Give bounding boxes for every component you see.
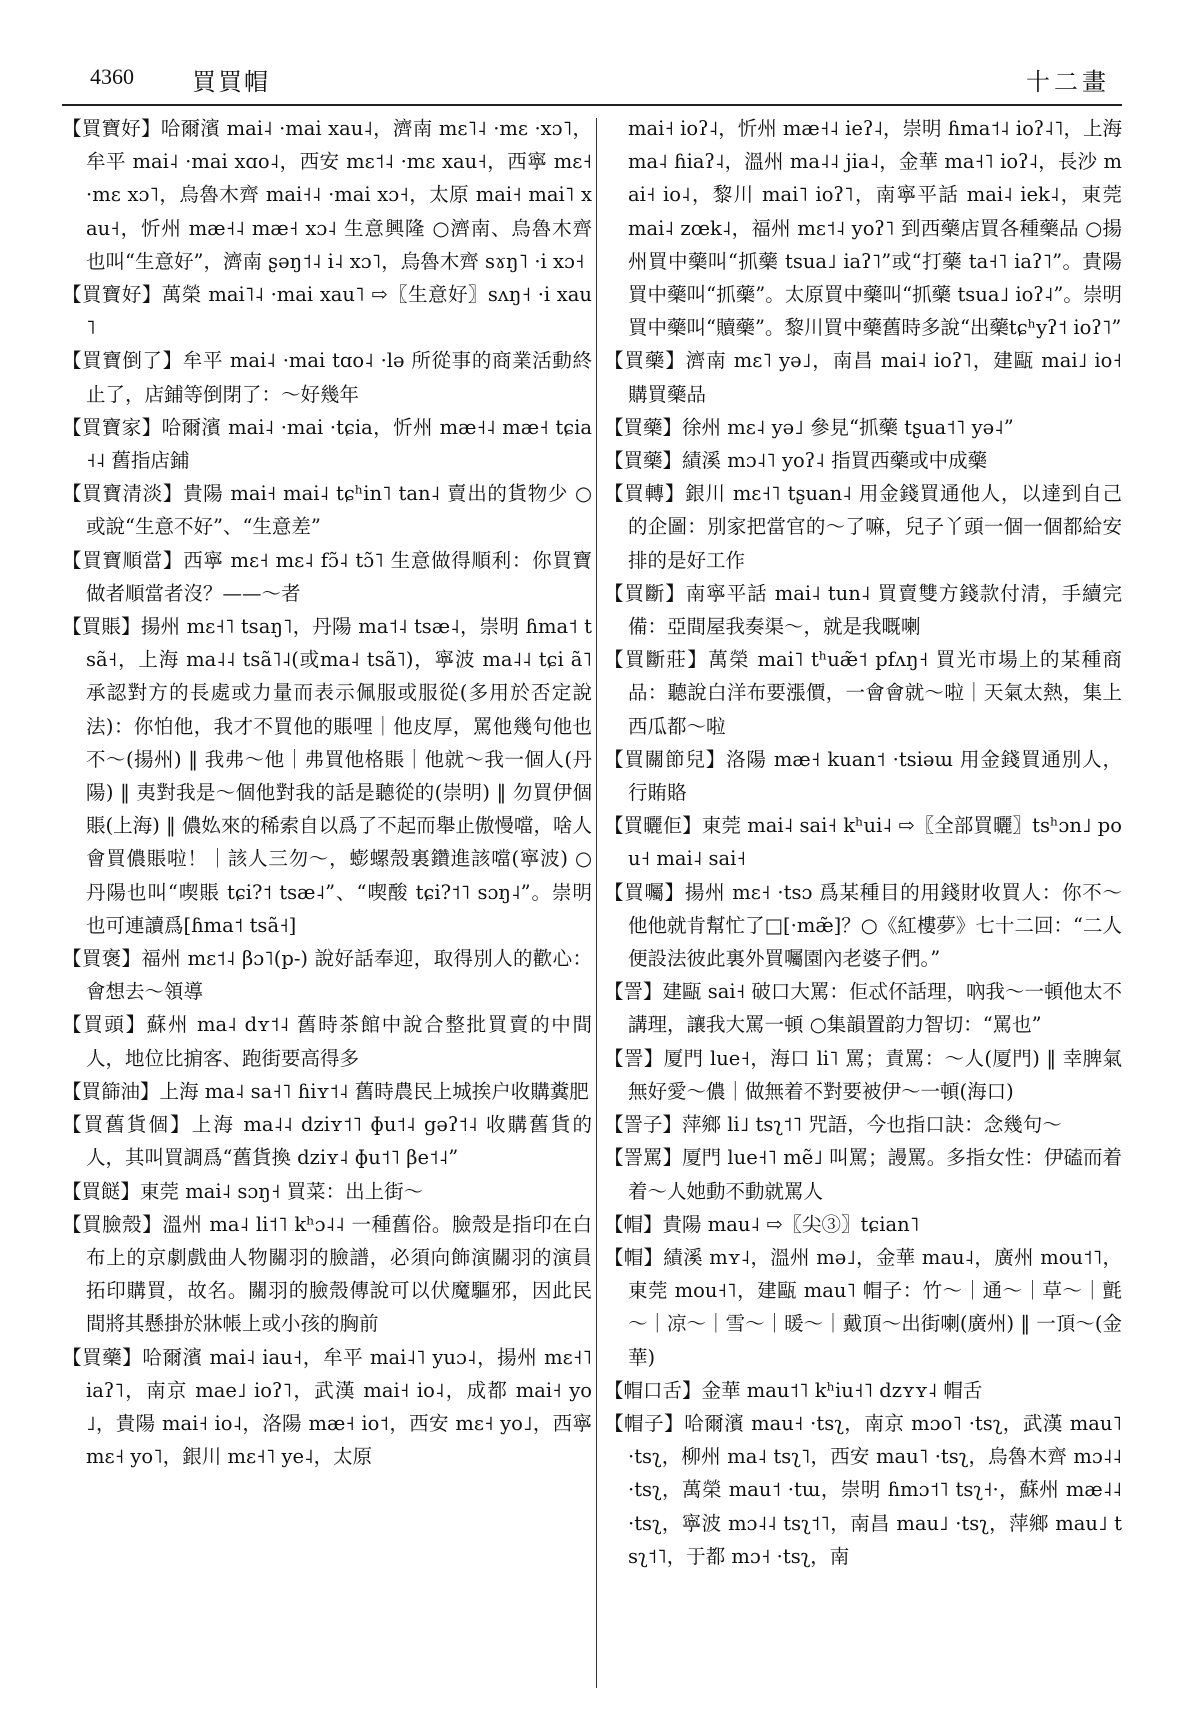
entry: 【詈】建甌 sai˧ 破口大罵：佢忒伓話理，吶我～一頓他太不講理，讓我大罵一頓 ○集韻置韵力智切：“罵也” bbox=[604, 980, 1122, 1037]
entry: 【買寶好】哈爾濱 mai˨ ·mai xau˨，濟南 mɛ˥˨ ·mɛ ·xɔ˥，牟平 mai˨ ·mai xɑo˨，西安 mɛ˦˨ ·mɛ xau˧，西寧 mɛ˧ ·mɛ xɔ˥，烏魯木齊 mai˧˨ ·mai xɔ˧，太原 mai˧ mai˥ xau˧，忻州 mæ˧˨ mæ˧ xɔ˨ 生意興隆 ○濟南、烏魯木齊也叫“生意好”，濟南 ʂəŋ˦˨ i˨ xɔ˥，烏魯木齊 sɤŋ˥ ·i xɔ˧ bbox=[62, 117, 592, 273]
entry: 【詈罵】厦門 lue˧˥ mẽ˩ 叫罵；謾罵。多指女性：伊磕而着着～人她動不動就罵人 bbox=[604, 1146, 1122, 1203]
page-header bbox=[62, 60, 1122, 96]
entry: 【買頭】蘇州 ma˨ dʏ˦˨ 舊時茶館中說合整批買賣的中間人，地位比掮客、跑街要高得多 bbox=[62, 1013, 592, 1070]
entry: 【買藥】哈爾濱 mai˨ iau˧，牟平 mai˨˥ yuɔ˨，揚州 mɛ˧˥ iaʔ˥，南京 mae˩ ioʔ˥，武漢 mai˧ io˨，成都 mai˧ yo˩，貴陽 mai˧ io˨，洛陽 mæ˧ io˦，西安 mɛ˧ yo˩，西寧 mɛ˧ yo˥，銀川 mɛ˧˥ ye˨，太原 bbox=[62, 1345, 592, 1469]
entry: 【買寶好】萬榮 mai˥˨ ·mai xau˥ ⇨〖生意好〗sʌŋ˧ ·i xau˥ bbox=[62, 283, 592, 340]
entry: 【買臉殼】溫州 ma˨ li˦˥ kʰɔ˨˨ 一種舊俗。臉殼是指印在白布上的京劇戲曲人物關羽的臉譜，必須向飾演關羽的演員拓印購買，故名。關羽的臉殼傳說可以伏魔驅邪，因此民間將其懸掛於牀帳上或小孩的胸前 bbox=[62, 1212, 592, 1336]
left-column bbox=[62, 112, 592, 1700]
entry: 【買曬佢】東莞 mai˨ sai˧ kʰui˨ ⇨〖全部買曬〗tsʰɔn˩ pou˧ mai˨ sai˧ bbox=[604, 814, 1122, 871]
entry: 【買賬】揚州 mɛ˧˥ tsaŋ˥，丹陽 ma˦˨ tsæ˨，崇明 ɦma˦ tsã˧，上海 ma˨˨ tsã˥˨(或ma˨ tsã˥)，寧波 ma˨˨ tɕi ã˥ 承認對方的長處或力量而表示佩服或服從(多用於否定說法)：你怕他，我才不買他的賬哩｜他皮厚，罵他幾句他也不～(揚州) ‖ 我弗～他｜弗買他格賬｜他就～我一個人(丹陽) ‖ 夷對我是～個他對我的話是聽從的(崇明) ‖ 勿買伊個賬(上海) ‖ 儂𡚸來的稀索自以爲了不起而舉止傲慢噹，啥人會買儂賬啦！｜該人三勿～，蟛螺殼裏鑽進該噹(寧波) ○丹陽也叫“喫賬 tɕi?˦ tsæ˨”、“喫酸 tɕi?˦˥ sɔŋ˨”。崇明也可連讀爲[ɦma˦ tsã˧] bbox=[62, 615, 592, 937]
entry: 【買寶倒了】牟平 mai˨ ·mai tɑo˨ ·lə 所從事的商業活動終止了，店鋪等倒閉了：～好幾年 bbox=[62, 349, 592, 406]
entry: 【帽】貴陽 mau˨ ⇨〖尖③〗tɕian˥ bbox=[604, 1212, 920, 1236]
entry: 【買囑】揚州 mɛ˧ ·tsɔ 爲某種目的用錢財收買人：你不～他他就肯幫忙了□[·mæ̃]？○《紅樓夢》七十二回：“二人便設法彼此裏外買囑園內老婆子們。” bbox=[604, 880, 1122, 971]
entry: 【買舊貨個】上海 ma˨˨ dziʏ˦˥ ɸu˦˨ gəʔ˦˨ 收購舊貨的人，其叫買調爲“舊貨換 dziʏ˨ ɸu˦˥ βe˦˨” bbox=[62, 1113, 592, 1170]
header-rule bbox=[62, 104, 1122, 106]
page-number: 4360 bbox=[90, 64, 134, 89]
entry: 【買藥】績溪 mɔ˨˥ yoʔ˨ 指買西藥或中成藥 bbox=[604, 449, 988, 473]
entry: 【買寶清淡】貴陽 mai˧ mai˨ tɕʰin˥ tan˨ 賣出的貨物少 ○或說“生意不好”、“生意差” bbox=[62, 482, 592, 539]
entry: 【帽】績溪 mʏ˨，溫州 mə˩，金華 mau˨，廣州 mou˦˥，東莞 mou˧˥，建甌 mau˥ 帽子：竹～｜通～｜草～｜氈～｜凉～｜雪～｜暖～｜戴頂～出街喇(廣州) ‖ 一頂～(金華) bbox=[604, 1245, 1122, 1369]
entry: 【買寶家】哈爾濱 mai˨ ·mai ·tɕia，忻州 mæ˧˨ mæ˧ tɕia˧˨ 舊指店鋪 bbox=[62, 415, 592, 473]
entry: 【買斷】南寧平話 mai˨ tun˨ 買賣雙方錢款付清，手續完備：亞間屋我奏渠～，就是我嘅喇 bbox=[604, 581, 1122, 639]
entry: 【詈子】萍鄉 li˩ tsʅ˦˥ 咒語，今也指口訣：念幾句～ bbox=[604, 1113, 1062, 1137]
stroke-count-label: 十二畫 bbox=[1026, 68, 1110, 96]
entry: 【帽口舌】金華 mau˦˥ kʰiu˧˥ dzʏʏ˨ 帽舌 bbox=[604, 1378, 983, 1402]
entry: 【買轉】銀川 mɛ˧˥ tʂuan˨ 用金錢買通他人，以達到自己的企圖：別家把當官的～了嘛，兒子丫頭一個一個都給安排的是好工作 bbox=[604, 482, 1122, 572]
entry: 【買斷莊】萬榮 mai˥ tʰuæ̃˦ pfʌŋ˧ 買光市場上的某種商品：聽說白洋布要漲價，一會會就～啦｜天氣太熱，集上西瓜都～啦 bbox=[604, 648, 1122, 738]
entry-continuation: mai˧ ioʔ˨，忻州 mæ˧˨ ieʔ˨，崇明 ɦma˦˨ ioʔ˨˥，上海 ma˨ ɦiaʔ˨，溫州 ma˨˨ jia˨，金華 ma˧˥ ioʔ˨，長沙 mai˧ io˨，黎川 mai˥ ioʔ˥，南寧平話 mai˨ iek˨，東莞 mai˨ zœk˨，福州 mɛ˦˨ yoʔ˥ 到西藥店買各種藥品 ○揚州買中藥叫“抓藥 tsua˩ iaʔ˥”或“打藥 ta˧˥ iaʔ˥”。貴陽買中藥叫“抓藥”。太原買中藥叫“抓藥 tsua˩ ioʔ˨”。崇明買中藥叫“贖藥”。黎川買中藥舊時多說“出藥tɕʰyʔ˦ ioʔ˥” bbox=[628, 117, 1122, 340]
column-divider bbox=[596, 118, 597, 1688]
entry: 【帽子】哈爾濱 mau˧ ·tsʅ，南京 mɔo˥ ·tsʅ，武漢 mau˥ ·tsʅ，柳州 ma˨ tsʅ˥，西安 mau˥ ·tsʅ，烏魯木齊 mɔ˨˨ ·tsʅ，萬榮 mau˦ ·tɯ，崇明 ɦmɔ˦˥ tsʅ˧·，蘇州 mæ˨˨ ·tsʅ，寧波 mɔ˨˨ tsʅ˦˥，南昌 mau˩ ·tsʅ，萍鄉 mau˩ tsʅ˦˥，于都 mɔ˧ ·tsʅ，南 bbox=[604, 1411, 1122, 1568]
entry: 【買藥】濟南 mɛ˥ yə˩，南昌 mai˨ ioʔ˥，建甌 mai˩ io˧ 購買藥品 bbox=[604, 349, 1122, 406]
entry: 【買篩油】上海 ma˨ sa˧˥ ɦiʏ˦˨ 舊時農民上城挨户收購糞肥 bbox=[62, 1079, 589, 1103]
entry: 【買關節兒】洛陽 mæ˧ kuan˦ ·tsiəɯ 用金錢買通別人，行賄賂 bbox=[604, 747, 1122, 805]
right-column bbox=[604, 112, 1122, 1700]
entry: 【買餸】東莞 mai˨ sɔŋ˧ 買菜：出上街～ bbox=[62, 1179, 424, 1203]
entry: 【買藥】徐州 mɛ˨ yə˩ 參見“抓藥 tʂua˦˥ yə˨” bbox=[604, 415, 1014, 439]
entry: 【買寶順當】西寧 mɛ˧ mɛ˨ fɔ̃˨ tɔ̃˥ 生意做得順利：你買寶做者順當者沒？——～者 bbox=[62, 548, 592, 605]
entry: 【詈】厦門 lue˧，海口 li˥ 罵；責罵：～人(厦門) ‖ 幸脾氣無好愛～儂｜做無着不對要被伊～一頓(海口) bbox=[604, 1046, 1122, 1103]
header-title: 買買帽 bbox=[192, 68, 270, 96]
entry: 【買褒】福州 mɛ˦˨ βɔ˥(p-) 說好話奉迎，取得別人的歡心：會想去～領導 bbox=[62, 947, 592, 1004]
